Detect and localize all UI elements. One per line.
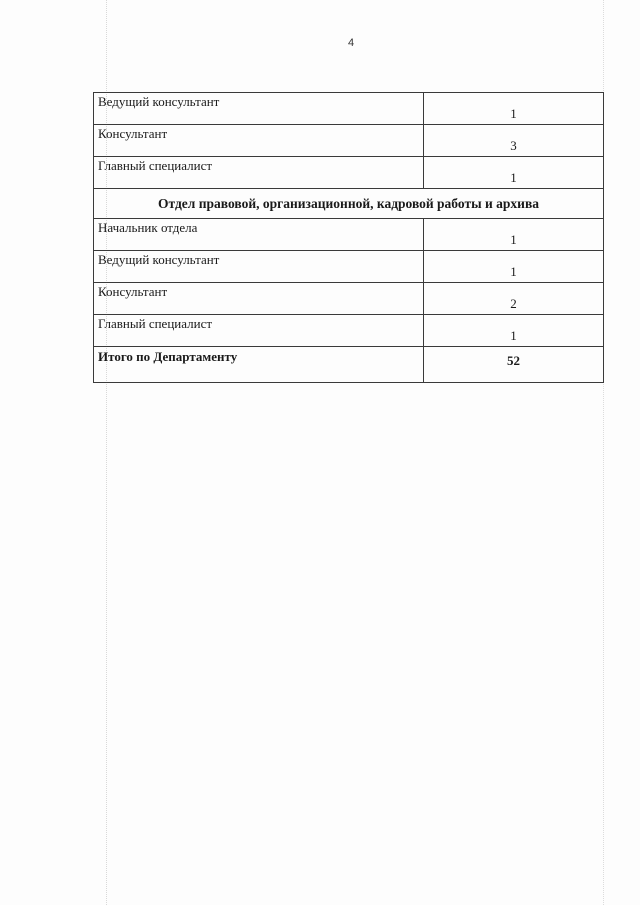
table-row xyxy=(94,219,604,251)
count-cell: 1 xyxy=(424,315,604,347)
page-number: 4 xyxy=(348,37,355,49)
position-cell: Ведущий консультант xyxy=(94,251,424,283)
table-row xyxy=(94,93,604,125)
count-cell: 1 xyxy=(424,251,604,283)
position-cell: Главный специалист xyxy=(94,157,424,189)
table-row xyxy=(94,251,604,283)
table-row xyxy=(94,157,604,189)
table-row xyxy=(94,125,604,157)
table-row xyxy=(94,283,604,315)
total-label: Итого по Департаменту xyxy=(94,347,424,383)
count-cell: 1 xyxy=(424,219,604,251)
table-row xyxy=(94,315,604,347)
total-count: 52 xyxy=(424,347,604,383)
position-cell: Начальник отдела xyxy=(94,219,424,251)
position-cell: Главный специалист xyxy=(94,315,424,347)
count-cell: 3 xyxy=(424,125,604,157)
count-cell: 1 xyxy=(424,157,604,189)
count-cell: 2 xyxy=(424,283,604,315)
section-title: Отдел правовой, организационной, кадровой работы и архива xyxy=(94,189,604,219)
count-cell: 1 xyxy=(424,93,604,125)
position-cell: Консультант xyxy=(94,283,424,315)
total-row xyxy=(94,347,604,383)
position-cell: Ведущий консультант xyxy=(94,93,424,125)
staff-table xyxy=(93,92,604,383)
section-header-row xyxy=(94,189,604,219)
position-cell: Консультант xyxy=(94,125,424,157)
